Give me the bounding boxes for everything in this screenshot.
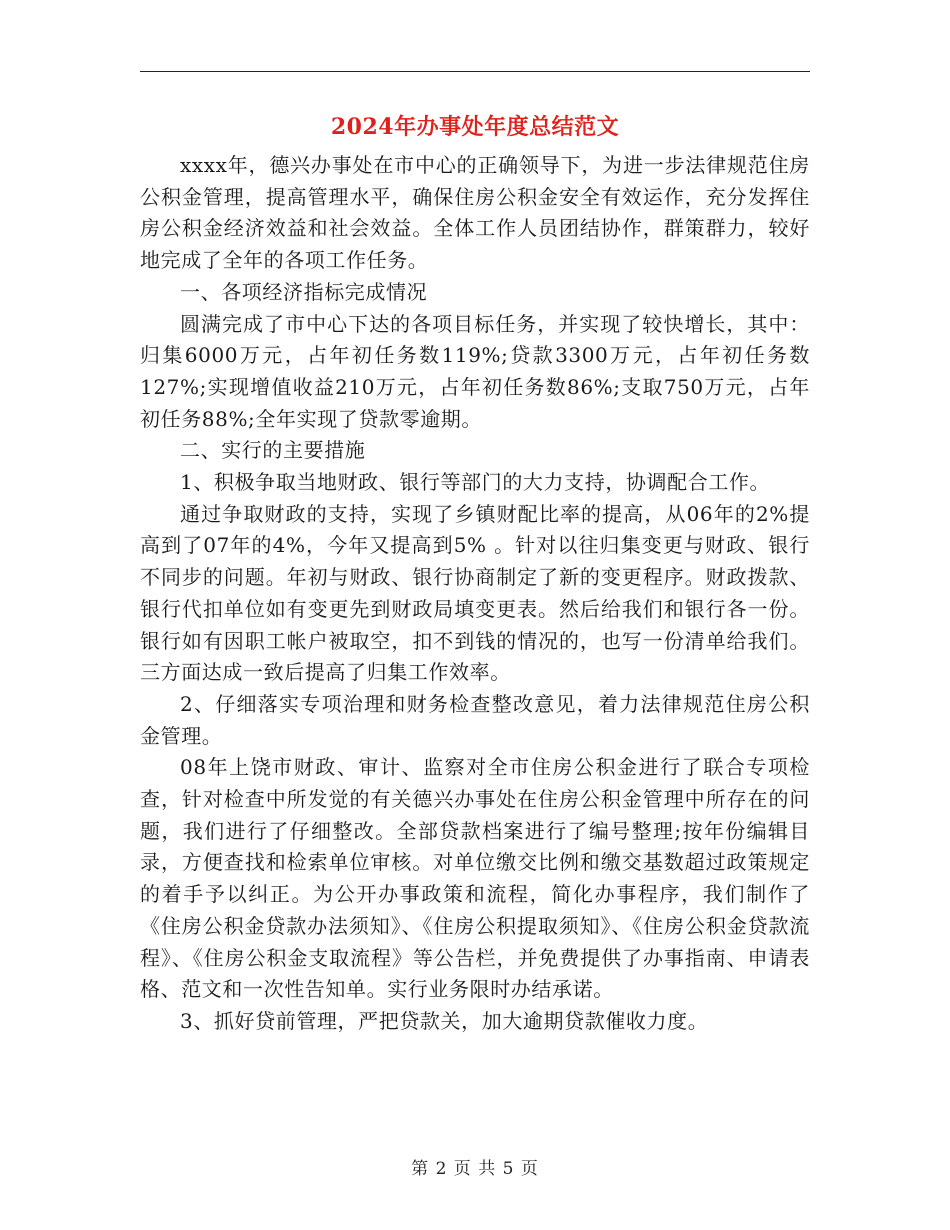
measure-heading-1: 1、积极争取当地财政、银行等部门的大力支持，协调配合工作。 [180,470,771,495]
header-rule [140,71,810,72]
paragraph-measure-2: 08年上饶市财政、审计、监察对全市住房公积金进行了联合专项检查，针对检查中所发觉的有关德兴办事处在住房公积金管理中所存在的问题，我们进行了仔细整改。全部贷款档案进行了编号整理;按年份编辑目录，方便查找和检索单位审核。对单位缴交比例和缴交基数超过政策规定的着手予以纠正。为公开办事政策和流程，简化办事程序，我们制作了《住房公积金贷款办法须知》、《住房公积提取须知》、《住房公积金贷款流程》、《住房公积金支取流程》等公告栏，并免费提供了办事指南、申请表格、范文和一次性告知单。实行业务限时办结承诺。 [140,755,810,1002]
paragraph-intro: xxxx年，德兴办事处在市中心的正确领导下，为进一步法律规范住房公积金管理，提高管理水平，确保住房公积金安全有效运作，充分发挥住房公积金经济效益和社会效益。全体工作人员团结协作，群策群力，较好地完成了全年的各项工作任务。 [140,153,810,273]
section-heading-2: 二、实行的主要措施 [180,438,366,463]
measure-heading-2: 2、仔细落实专项治理和财务检查整改意见，着力法律规范住房公积金管理。 [140,691,810,748]
section-heading-1: 一、各项经济指标完成情况 [180,279,428,304]
measure-heading-3: 3、抓好贷前管理，严把贷款关，加大逾期贷款催收力度。 [180,1008,709,1033]
paragraph-indicators: 圆满完成了市中心下达的各项目标任务，并实现了较快增长，其中：归集6000万元，占年初任务数119%;贷款3300万元，占年初任务数127%;实现增值收益210万元，占年初任务数86%;支取750万元，占年初任务88%;全年实现了贷款零逾期。 [140,311,810,431]
page-number: 第 2 页 共 5 页 [411,1159,539,1179]
paragraph-measure-1: 通过争取财政的支持，实现了乡镇财配比率的提高，从06年的2%提高到了07年的4%，今年又提高到5% 。针对以往归集变更与财政、银行不同步的问题。年初与财政、银行协商制定了新的变更程序。财政拨款、银行代扣单位如有变更先到财政局填变更表。然后给我们和银行各一份。银行如有因职工帐户被取空，扣不到钱的情况的，也写一份清单给我们。三方面达成一致后提高了归集工作效率。 [140,501,810,685]
document-body [140,150,810,1038]
document-title: 2024年办事处年度总结范文 [330,114,620,140]
